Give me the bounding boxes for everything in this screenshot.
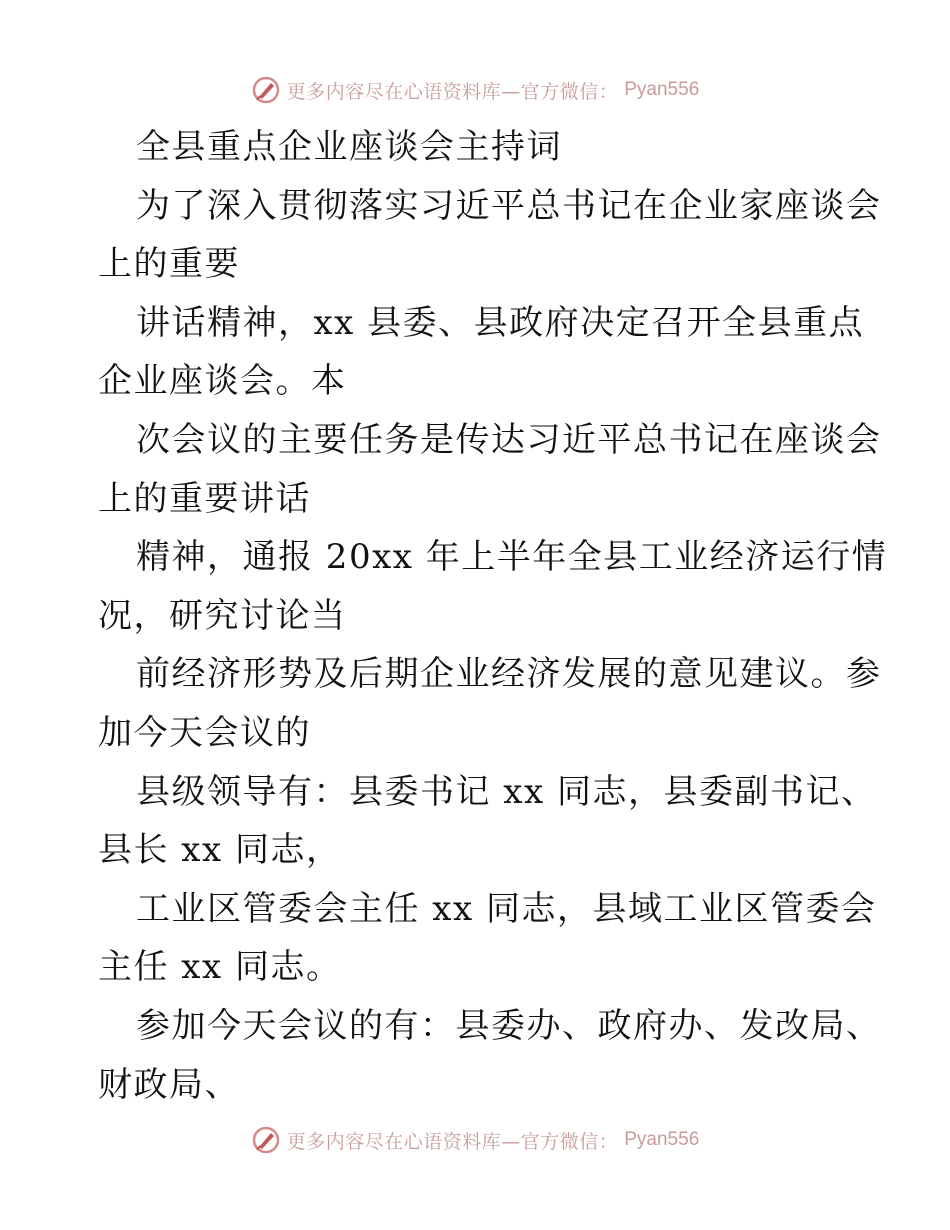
text-line: 县级领导有：县委书记 xx 同志，县委副书记、 xyxy=(136,771,877,812)
watermark-wechat-id: Pyan556 xyxy=(624,1129,700,1150)
text-line: 次会议的主要任务是传达习近平总书记在座谈会 xyxy=(136,419,882,460)
watermark-wechat-id: Pyan556 xyxy=(624,79,700,100)
header-watermark xyxy=(0,70,950,110)
text-line: 参加今天会议的有：县委办、政府办、发改局、 xyxy=(136,1005,882,1046)
watermark-text: 更多内容尽在心语资料库—官方微信： xyxy=(286,80,619,103)
text-line: 上的重要讲话 xyxy=(98,478,311,519)
watermark-text: 更多内容尽在心语资料库—官方微信： xyxy=(286,1130,619,1153)
text-line: 全县重点企业座谈会主持词 xyxy=(136,127,562,167)
text-line: 前经济形势及后期企业经济发展的意见建议。参 xyxy=(136,654,882,695)
quill-pen-logo-icon xyxy=(251,75,281,105)
document-body xyxy=(98,118,888,1114)
text-line: 为了深入贯彻落实习近平总书记在企业家座谈会 xyxy=(136,185,882,226)
text-line: 企业座谈会。本 xyxy=(98,361,347,402)
text-line: 加今天会议的 xyxy=(98,712,311,753)
text-line: 县长 xx 同志， xyxy=(98,830,342,871)
text-line: 况，研究讨论当 xyxy=(98,595,347,636)
text-line: 工业区管委会主任 xx 同志，县域工业区管委会 xyxy=(136,888,877,929)
text-line: 精神，通报 20xx 年上半年全县工业经济运行情 xyxy=(136,537,888,578)
quill-pen-logo-icon xyxy=(251,1125,281,1155)
text-line: 上的重要 xyxy=(98,244,240,285)
text-line: 主任 xx 同志。 xyxy=(98,947,342,988)
text-line: 讲话精神，xx 县委、县政府决定召开全县重点 xyxy=(136,302,865,343)
text-line: 财政局、 xyxy=(98,1064,240,1105)
footer-watermark xyxy=(0,1120,950,1160)
